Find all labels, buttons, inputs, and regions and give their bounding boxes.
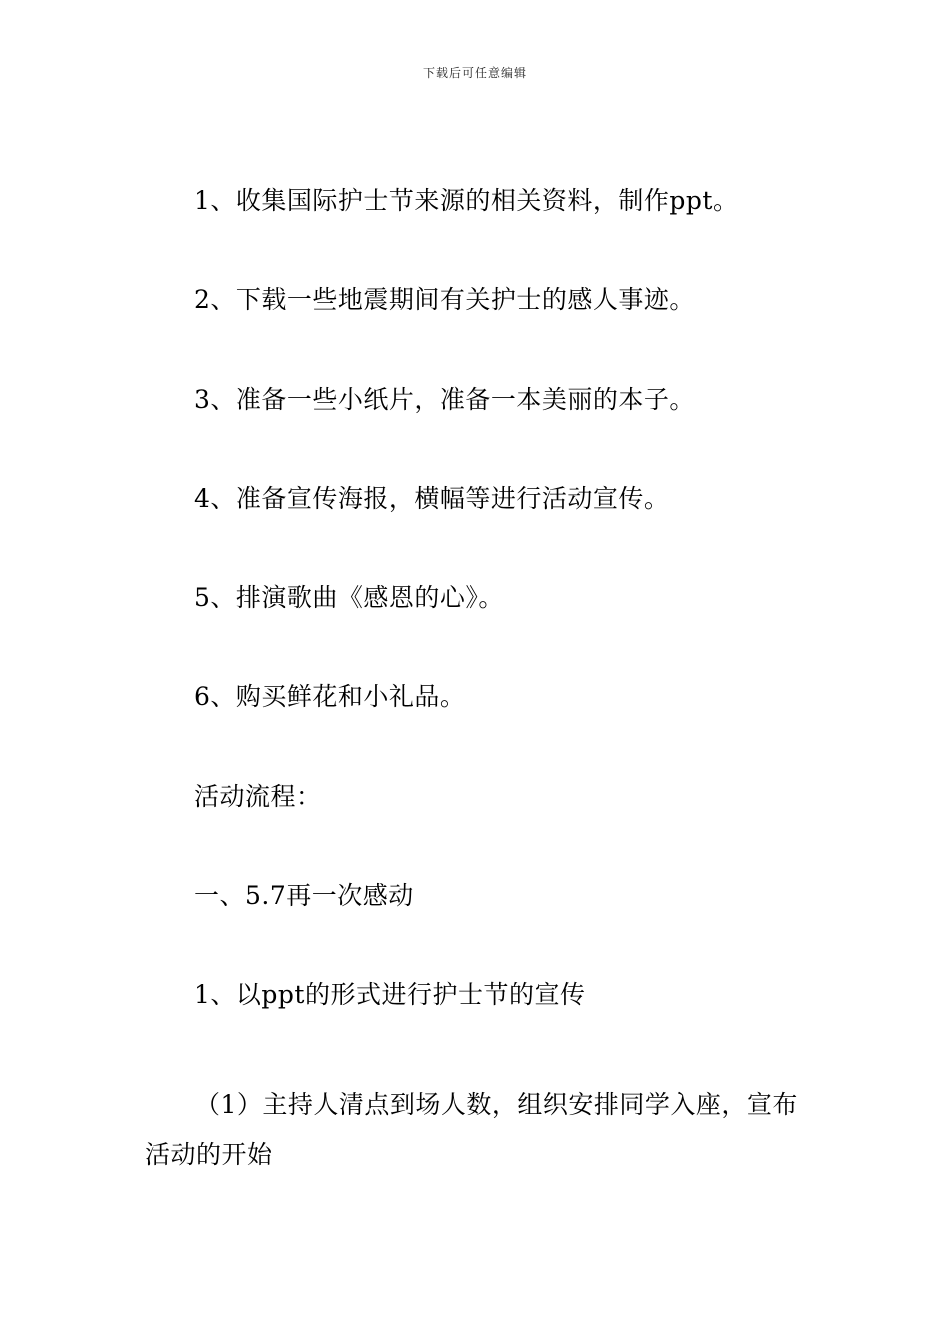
flow-paragraph-line-2: 活动的开始 xyxy=(145,1140,273,1169)
prep-item-4: 4、准备宣传海报，横幅等进行活动宣传。 xyxy=(194,484,670,513)
flow-paragraph xyxy=(145,1080,805,1180)
page-header: 下载后可任意编辑 xyxy=(422,66,527,80)
section-heading-flow: 活动流程： xyxy=(194,782,322,811)
prep-item-3: 3、准备一些小纸片，准备一本美丽的本子。 xyxy=(194,385,695,414)
flow-item-1: 1、以ppt的形式进行护士节的宣传 xyxy=(194,980,586,1009)
prep-item-6: 6、购买鲜花和小礼品。 xyxy=(194,682,466,711)
prep-item-2: 2、下载一些地震期间有关护士的感人事迹。 xyxy=(194,285,695,314)
flow-paragraph-line-1: （1）主持人清点到场人数，组织安排同学入座，宣布 xyxy=(195,1090,798,1119)
prep-item-5: 5、排演歌曲《感恩的心》。 xyxy=(194,583,504,612)
subsection-heading: 一、5.7再一次感动 xyxy=(194,881,414,910)
prep-item-1: 1、收集国际护士节来源的相关资料，制作ppt。 xyxy=(194,186,739,215)
